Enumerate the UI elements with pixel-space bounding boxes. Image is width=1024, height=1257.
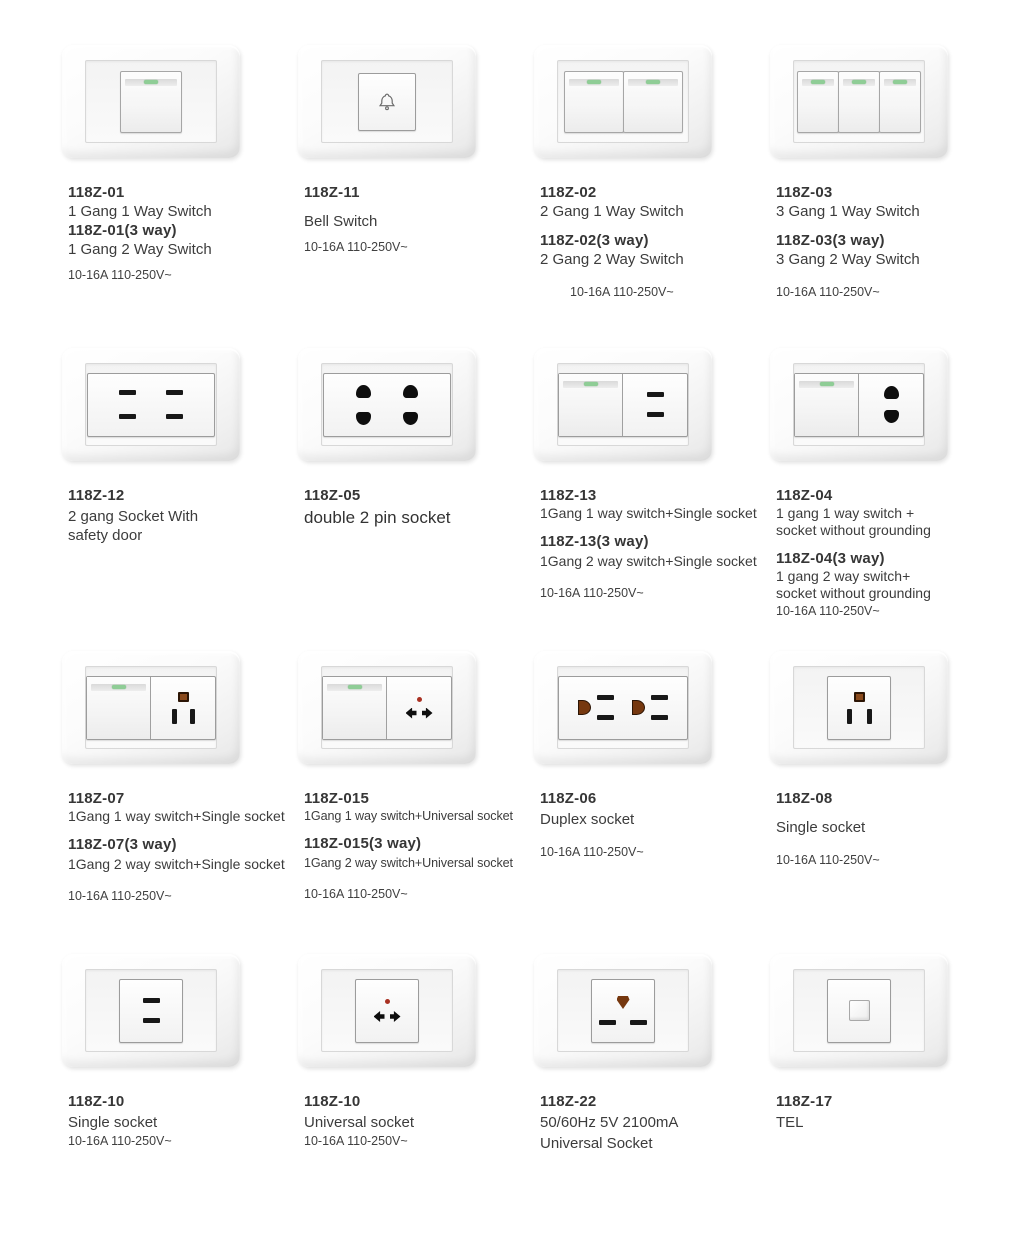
product-spec: 10-16A 110-250V~ — [776, 285, 880, 299]
pin-slot-horizontal — [119, 390, 136, 395]
plate-recess — [321, 363, 453, 446]
product-description: 1Gang 2 way switch+Single socket — [540, 553, 757, 569]
tel-jack — [849, 1000, 870, 1021]
pin-slot-vertical — [190, 709, 195, 724]
product-description: 1Gang 1 way switch+Single socket — [540, 505, 757, 521]
product-text — [298, 789, 526, 902]
model-number: 118Z-12 — [68, 487, 125, 504]
model-number: 118Z-13(3 way) — [540, 533, 649, 550]
plate-recess — [85, 666, 217, 749]
product-plate — [534, 45, 712, 158]
socket-holes — [172, 709, 195, 724]
socket-holes — [143, 998, 160, 1023]
pin-slot-vertical — [867, 709, 872, 724]
model-number: 118Z-07(3 way) — [68, 836, 177, 853]
model-number: 118Z-015(3 way) — [304, 835, 422, 852]
product-plate — [534, 348, 712, 461]
model-number: 118Z-10 — [304, 1093, 361, 1110]
socket-module — [558, 676, 688, 740]
indicator-strip — [125, 79, 177, 86]
plate-recess — [557, 363, 689, 446]
product-card — [770, 954, 1006, 1257]
product-description: Single socket — [776, 819, 866, 836]
product-description: socket without grounding — [776, 522, 931, 538]
product-plate — [62, 651, 240, 764]
product-text — [534, 183, 762, 300]
indicator-strip — [884, 79, 916, 86]
indicator-strip — [91, 684, 146, 691]
product-card — [298, 954, 534, 1257]
model-number: 118Z-08 — [776, 790, 833, 807]
product-card — [298, 651, 534, 954]
product-spec: 10-16A 110-250V~ — [776, 853, 880, 867]
product-plate — [298, 45, 476, 158]
switch-rocker — [879, 71, 921, 133]
socket-module — [827, 676, 891, 740]
model-number: 118Z-02(3 way) — [540, 232, 649, 249]
product-description: 2 Gang 1 Way Switch — [540, 203, 684, 220]
product-spec: 10-16A 110-250V~ — [776, 604, 880, 618]
model-number: 118Z-11 — [304, 184, 360, 201]
pin-slot-horizontal — [143, 998, 160, 1003]
product-plate — [770, 651, 948, 764]
plate-recess — [557, 969, 689, 1052]
socket-holes — [403, 385, 418, 425]
socket-module — [355, 979, 419, 1043]
model-number: 118Z-04(3 way) — [776, 550, 885, 567]
indicator-strip — [628, 79, 678, 86]
product-spec: 10-16A 110-250V~ — [68, 889, 172, 903]
product-description: 1Gang 1 way switch+Universal socket — [304, 809, 513, 823]
socket-holes — [651, 695, 668, 720]
indicator-light — [584, 382, 598, 386]
pin-hole-bottom — [356, 412, 371, 425]
product-description: 3 Gang 2 Way Switch — [776, 251, 920, 268]
model-number: 118Z-015 — [304, 790, 369, 807]
model-number: 118Z-01(3 way) — [68, 222, 177, 239]
plate-recess — [321, 969, 453, 1052]
model-number: 118Z-17 — [776, 1093, 833, 1110]
indicator-strip — [569, 79, 619, 86]
product-spec: 10-16A 110-250V~ — [540, 845, 644, 859]
universal-pin-hole-right — [422, 708, 433, 719]
product-description: 1 Gang 2 Way Switch — [68, 241, 212, 258]
socket-holes — [599, 996, 647, 1025]
socket-half — [151, 677, 215, 739]
product-text — [770, 789, 998, 868]
indicator-strip — [843, 79, 875, 86]
product-description: 2 gang Socket With — [68, 508, 199, 525]
indicator-light — [893, 80, 907, 84]
product-text — [62, 486, 290, 545]
product-description: Universal Socket — [540, 1135, 653, 1152]
pin-slot-horizontal — [651, 695, 668, 700]
product-plate — [298, 651, 476, 764]
socket-holes — [847, 692, 872, 724]
switch-rocker — [323, 677, 387, 739]
product-text — [534, 486, 762, 601]
product-text — [534, 789, 762, 860]
pin-slot-horizontal — [647, 392, 664, 397]
product-text — [770, 183, 998, 300]
ground-hole — [854, 692, 865, 702]
product-description: double 2 pin socket — [304, 508, 451, 527]
pin-slot-horizontal — [597, 695, 614, 700]
product-plate — [298, 954, 476, 1067]
product-plate — [62, 45, 240, 158]
product-description: TEL — [776, 1114, 804, 1131]
product-card — [534, 954, 770, 1257]
universal-pin-hole-left — [374, 1011, 385, 1022]
ground-hole — [578, 700, 591, 715]
indicator-dot — [417, 697, 422, 702]
socket-holes — [884, 386, 899, 423]
product-text — [770, 486, 998, 619]
switch-group — [564, 71, 683, 133]
indicator-light — [820, 382, 834, 386]
model-number: 118Z-03 — [776, 184, 833, 201]
indicator-light — [646, 80, 660, 84]
switch-rocker — [623, 71, 683, 133]
pin-hole-bottom — [403, 412, 418, 425]
socket-half — [387, 677, 451, 739]
product-card — [770, 45, 1006, 348]
product-spec: 10-16A 110-250V~ — [304, 240, 408, 254]
ground-hole — [617, 996, 630, 1009]
model-number: 118Z-02 — [540, 184, 597, 201]
product-card — [770, 651, 1006, 954]
product-text — [62, 1092, 290, 1149]
socket-holes — [356, 385, 371, 425]
pin-slot-horizontal — [651, 715, 668, 720]
model-number: 118Z-03(3 way) — [776, 232, 885, 249]
product-plate — [62, 954, 240, 1067]
product-card — [62, 651, 298, 954]
ground-hole — [632, 700, 645, 715]
socket-holes — [597, 695, 614, 720]
product-description: Single socket — [68, 1114, 158, 1131]
product-spec: 10-16A 110-250V~ — [68, 1134, 172, 1148]
combo-module — [322, 676, 452, 740]
product-plate — [298, 348, 476, 461]
product-description: socket without grounding — [776, 585, 931, 601]
socket-module — [323, 373, 451, 437]
product-spec: 10-16A 110-250V~ — [540, 586, 644, 600]
pin-slot-horizontal — [647, 412, 664, 417]
plate-recess — [85, 363, 217, 446]
indicator-light — [348, 685, 362, 689]
product-text — [298, 183, 526, 255]
indicator-strip — [799, 381, 854, 388]
switch-rocker — [564, 71, 624, 133]
pin-slot-horizontal — [599, 1020, 616, 1025]
product-card — [534, 651, 770, 954]
switch-rocker — [559, 374, 623, 436]
plate-recess — [85, 969, 217, 1052]
model-number: 118Z-05 — [304, 487, 361, 504]
bell-icon — [376, 91, 398, 113]
model-number: 118Z-10 — [68, 1093, 125, 1110]
product-description: 1 gang 1 way switch + — [776, 505, 915, 521]
product-spec: 10-16A 110-250V~ — [304, 887, 408, 901]
combo-module — [794, 373, 924, 437]
universal-pin-hole-left — [406, 708, 417, 719]
model-number: 118Z-22 — [540, 1093, 597, 1110]
plate-recess — [557, 60, 689, 143]
ground-hole — [178, 692, 189, 702]
product-plate — [770, 45, 948, 158]
socket-holes — [374, 1011, 401, 1022]
indicator-light — [852, 80, 866, 84]
product-plate — [534, 954, 712, 1067]
product-text — [298, 1092, 526, 1149]
universal-pin-hole-right — [390, 1011, 401, 1022]
pin-slot-horizontal — [166, 390, 183, 395]
product-card — [62, 954, 298, 1257]
combo-module — [558, 373, 688, 437]
model-number: 118Z-01 — [68, 184, 125, 201]
plate-recess — [557, 666, 689, 749]
socket-holes — [632, 695, 668, 720]
socket-holes — [166, 390, 183, 419]
switch-rocker — [797, 71, 839, 133]
socket-holes — [578, 695, 614, 720]
product-card — [534, 45, 770, 348]
product-description: 50/60Hz 5V 2100mA — [540, 1114, 679, 1131]
model-number: 118Z-13 — [540, 487, 597, 504]
product-plate — [62, 348, 240, 461]
model-number: 118Z-04 — [776, 487, 833, 504]
indicator-strip — [327, 684, 382, 691]
plate-recess — [321, 666, 453, 749]
product-card — [298, 348, 534, 651]
socket-holes — [599, 1020, 647, 1025]
socket-holes — [172, 692, 195, 724]
socket-holes — [119, 390, 136, 419]
tel-module — [827, 979, 891, 1043]
indicator-light — [587, 80, 601, 84]
product-plate — [770, 348, 948, 461]
socket-holes — [374, 999, 401, 1022]
pin-hole-bottom — [884, 410, 899, 423]
product-card — [62, 45, 298, 348]
product-description: Bell Switch — [304, 213, 378, 230]
product-plate — [770, 954, 948, 1067]
indicator-light — [144, 80, 158, 84]
pin-hole-top — [356, 385, 371, 398]
pin-slot-vertical — [847, 709, 852, 724]
socket-holes — [406, 708, 433, 719]
product-card — [62, 348, 298, 651]
plate-recess — [85, 60, 217, 143]
product-description: 3 Gang 1 Way Switch — [776, 203, 920, 220]
product-description: safety door — [68, 527, 143, 544]
pin-slot-horizontal — [630, 1020, 647, 1025]
plate-recess — [793, 60, 925, 143]
product-description: Universal socket — [304, 1114, 415, 1131]
socket-half — [859, 374, 923, 436]
indicator-strip — [802, 79, 834, 86]
plate-recess — [793, 363, 925, 446]
product-description: 1Gang 2 way switch+Universal socket — [304, 856, 513, 870]
product-description: 2 Gang 2 Way Switch — [540, 251, 684, 268]
product-text — [298, 486, 526, 529]
switch-group — [797, 71, 921, 133]
product-text — [534, 1092, 762, 1153]
model-number: 118Z-07 — [68, 790, 125, 807]
switch-rocker — [120, 71, 182, 133]
switch-rocker — [87, 677, 151, 739]
pin-slot-horizontal — [597, 715, 614, 720]
socket-holes — [847, 709, 872, 724]
product-description: Duplex socket — [540, 811, 635, 828]
combo-module — [86, 676, 216, 740]
pin-slot-horizontal — [143, 1018, 160, 1023]
product-description: 1 Gang 1 Way Switch — [68, 203, 212, 220]
product-description: 1Gang 2 way switch+Single socket — [68, 856, 285, 872]
model-number: 118Z-06 — [540, 790, 597, 807]
socket-holes — [647, 392, 664, 417]
switch-rocker — [838, 71, 880, 133]
socket-holes — [406, 697, 433, 719]
indicator-dot — [385, 999, 390, 1004]
pin-slot-horizontal — [119, 414, 136, 419]
plate-recess — [321, 60, 453, 143]
socket-module — [591, 979, 655, 1043]
product-card — [534, 348, 770, 651]
socket-module — [87, 373, 215, 437]
pin-slot-horizontal — [166, 414, 183, 419]
indicator-light — [811, 80, 825, 84]
product-card — [298, 45, 534, 348]
indicator-light — [112, 685, 126, 689]
product-card — [770, 348, 1006, 651]
switch-rocker — [795, 374, 859, 436]
product-description: 1 gang 2 way switch+ — [776, 568, 911, 584]
bell-switch-module — [358, 73, 416, 131]
plate-recess — [793, 666, 925, 749]
pin-hole-top — [403, 385, 418, 398]
product-text — [770, 1092, 998, 1132]
plate-recess — [793, 969, 925, 1052]
product-description: 1Gang 1 way switch+Single socket — [68, 808, 285, 824]
product-plate — [534, 651, 712, 764]
product-spec: 10-16A 110-250V~ — [570, 285, 674, 299]
socket-module — [119, 979, 183, 1043]
indicator-strip — [563, 381, 618, 388]
product-spec: 10-16A 110-250V~ — [68, 268, 172, 282]
product-text — [62, 789, 290, 904]
product-text — [62, 183, 290, 283]
product-spec: 10-16A 110-250V~ — [304, 1134, 408, 1148]
pin-hole-top — [884, 386, 899, 399]
socket-half — [623, 374, 687, 436]
pin-slot-vertical — [172, 709, 177, 724]
